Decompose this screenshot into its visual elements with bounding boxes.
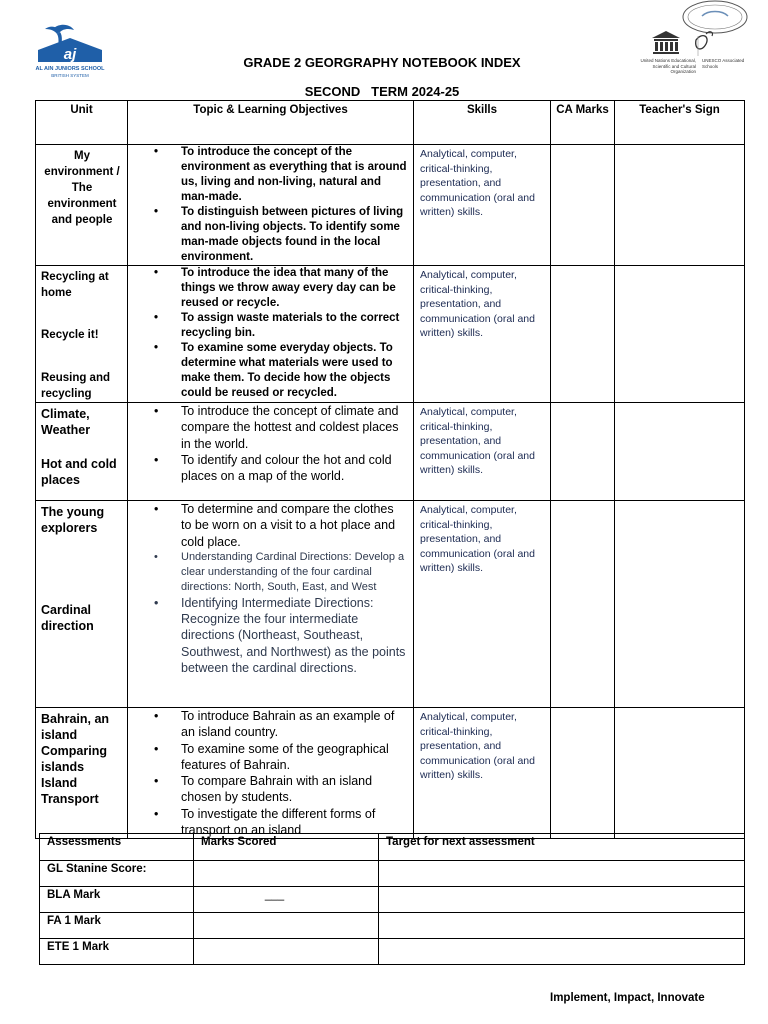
teacher-sign-cell[interactable] — [615, 403, 745, 501]
teacher-sign-cell[interactable] — [615, 708, 745, 839]
table-row — [36, 501, 745, 708]
objective-item: • Identifying Intermediate Directions: Recognize the four intermediate directions (Northeast, Southeast, Southwest, and Northwest) as the points between the cardinal directions. — [128, 595, 407, 676]
table-header-row — [36, 101, 745, 145]
ca-marks-cell[interactable] — [551, 145, 615, 266]
ca-marks-cell[interactable] — [551, 501, 615, 708]
palm-tree-icon — [30, 22, 110, 66]
marks-scored-header: Marks Scored — [194, 834, 379, 861]
unit-header: Unit — [36, 101, 128, 145]
objective-item: • To examine some everyday objects. To determine what materials were used to make them. To decide how the objects could be reused or recycled. — [128, 341, 407, 401]
objective-item: • To examine some of the geographical features of Bahrain. — [128, 741, 407, 774]
assessment-label: BLA Mark — [40, 887, 194, 913]
teacher-sign-cell[interactable] — [615, 501, 745, 708]
page-title: GRADE 2 GEORGRAPHY NOTEBOOK INDEX — [243, 55, 521, 70]
target-header: Target for next assessment — [379, 834, 745, 861]
school-logo — [30, 22, 110, 84]
unit-cell — [36, 403, 128, 501]
assessments-header: Assessments — [40, 834, 194, 861]
unesco-logo — [632, 0, 752, 80]
unit-title: Recycling at home — [41, 271, 109, 299]
ca-marks-cell[interactable] — [551, 708, 615, 839]
unit-cell — [36, 501, 128, 708]
skills-cell: Analytical, computer, critical-thinking, presentation, and communication (oral and written) skills. — [414, 403, 551, 501]
objectives-cell — [128, 266, 414, 403]
target-cell[interactable] — [379, 861, 745, 887]
objectives-cell — [128, 403, 414, 501]
teacher-sign-cell[interactable] — [615, 145, 745, 266]
unit-subtitle: Island Transport — [41, 776, 99, 806]
target-cell[interactable] — [379, 939, 745, 965]
unit-subtitle: Comparing islands — [41, 744, 107, 774]
ca-marks-cell[interactable] — [551, 266, 615, 403]
marks-cell[interactable] — [194, 913, 379, 939]
assessment-row — [40, 861, 745, 887]
table-row — [36, 266, 745, 403]
assessment-label: ETE 1 Mark — [40, 939, 194, 965]
school-logo-letters: aj — [63, 46, 77, 63]
unit-subtitle: Recycle it! — [41, 329, 99, 341]
objective-item: • To introduce the concept of climate and compare the hottest and coldest places in the world. — [128, 403, 407, 452]
objective-item: • To introduce the idea that many of the things we throw away every day can be reused or recycle. — [128, 266, 407, 311]
objective-item: • To assign waste materials to the correct recycling bin. — [128, 311, 407, 341]
unit-cell — [36, 266, 128, 403]
marks-cell[interactable] — [194, 861, 379, 887]
table-row — [36, 145, 745, 266]
seal-icon — [632, 0, 752, 58]
ca-marks-cell[interactable] — [551, 403, 615, 501]
skills-cell: Analytical, computer, critical-thinking, presentation, and communication (oral and written) skills. — [414, 708, 551, 839]
notebook-index-table — [35, 100, 745, 839]
unit-title: The young explorers — [41, 505, 105, 535]
objectives-cell — [128, 145, 414, 266]
table-row — [36, 708, 745, 839]
objective-item: • To introduce Bahrain as an example of an island country. — [128, 708, 407, 741]
target-cell[interactable] — [379, 913, 745, 939]
unit-title: Climate, Weather — [41, 407, 91, 437]
objective-item: • Understanding Cardinal Directions: Develop a clear understanding of the four cardinal directions: North, South, East, and West — [128, 550, 407, 595]
assessments-header-row — [40, 834, 745, 861]
assessment-row — [40, 913, 745, 939]
page-subtitle: SECOND TERM 2024-25 — [304, 84, 460, 99]
assessment-label: GL Stanine Score: — [40, 861, 194, 887]
objectives-cell — [128, 501, 414, 708]
assessment-label: FA 1 Mark — [40, 913, 194, 939]
unesco-org-text: United Nations Educational, Scientific and Cultural Organization — [640, 58, 696, 74]
unit-title: My environment / The environment and people — [44, 150, 120, 226]
unit-subtitle: Cardinal direction — [41, 603, 94, 633]
unit-cell — [36, 708, 128, 839]
unit-subtitle: Hot and cold places — [41, 457, 117, 487]
footer-motto: Implement, Impact, Innovate — [550, 992, 705, 1004]
ca-marks-header: CA Marks — [551, 101, 615, 145]
hand-icon — [696, 36, 707, 49]
school-name: AL AIN JUNIORS SCHOOL — [35, 66, 105, 72]
target-cell[interactable] — [379, 887, 745, 913]
skills-cell: Analytical, computer, critical-thinking, presentation, and communication (oral and written) skills. — [414, 266, 551, 403]
objective-item: • To identify and colour the hot and cold places on a map of the world. — [128, 452, 407, 485]
teacher-sign-cell[interactable] — [615, 266, 745, 403]
objective-item: • To investigate the different forms of transport on an island — [128, 806, 407, 839]
unit-title: Bahrain, an island — [41, 712, 110, 742]
unesco-temple-icon — [652, 31, 680, 54]
assessments-table — [39, 833, 745, 965]
skills-cell: Analytical, computer, critical-thinking, presentation, and communication (oral and written) skills. — [414, 501, 551, 708]
skills-header: Skills — [414, 101, 551, 145]
assessment-row — [40, 939, 745, 965]
assessment-row — [40, 887, 745, 913]
objective-item: • To distinguish between pictures of living and non-living objects. To identify some man-made objects found in the local environment. — [128, 205, 407, 265]
objective-item: • To compare Bahrain with an island chosen by students. — [128, 773, 407, 806]
table-row — [36, 403, 745, 501]
topic-header: Topic & Learning Objectives — [128, 101, 414, 145]
marks-cell[interactable] — [194, 939, 379, 965]
school-system: BRITISH SYSTEM — [51, 73, 89, 78]
teacher-sign-header: Teacher's Sign — [615, 101, 745, 145]
unit-cell — [36, 145, 128, 266]
objective-item: • To determine and compare the clothes to be worn on a visit to a hot place and cold place. — [128, 501, 407, 550]
unit-subtitle: Reusing and recycling — [41, 372, 111, 400]
skills-cell: Analytical, computer, critical-thinking, presentation, and communication (oral and written) skills. — [414, 145, 551, 266]
marks-cell[interactable]: ___ — [194, 887, 379, 913]
unesco-schools-text: UNESCO Associated Schools — [702, 58, 745, 69]
objective-item: • To introduce the concept of the environment as everything that is around us, living and non-living, natural and man-made. — [128, 145, 407, 205]
objectives-cell — [128, 708, 414, 839]
